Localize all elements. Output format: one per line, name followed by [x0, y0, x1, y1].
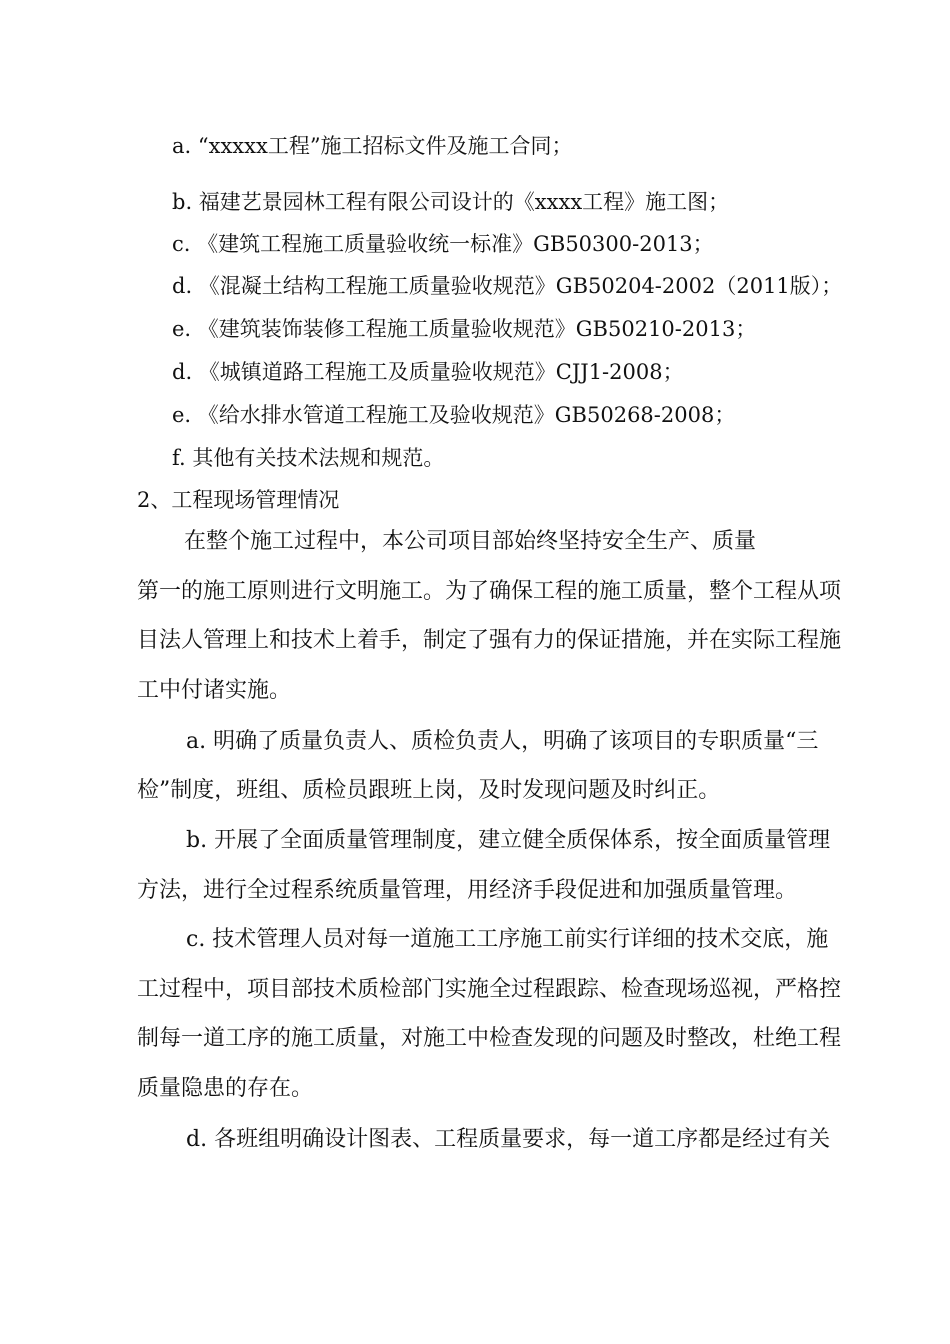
paragraph-line: 质量隐患的存在。 [137, 1076, 314, 1101]
paragraph-line: 工过程中，项目部技术质检部门实施全过程跟踪、检查现场巡视，严格控 [137, 977, 842, 1002]
paragraph-line: b. 开展了全面质量管理制度，建立健全质保体系，按全面质量管理 [186, 828, 831, 853]
paragraph-line: a. 明确了质量负责人、质检负责人，明确了该项目的专职质量“三 [186, 729, 819, 754]
list-item: c. 《建筑工程施工质量验收统一标准》GB50300-2013； [172, 232, 714, 256]
list-item: e. 《建筑装饰装修工程施工质量验收规范》GB50210-2013； [172, 317, 757, 341]
paragraph-line: 第一的施工原则进行文明施工。为了确保工程的施工质量，整个工程从项 [137, 579, 842, 604]
list-item: a. “xxxxx工程”施工招标文件及施工合同； [172, 134, 573, 158]
list-item: d. 《城镇道路工程施工及质量验收规范》CJJ1-2008； [172, 360, 684, 384]
paragraph-line: d. 各班组明确设计图表、工程质量要求，每一道工序都是经过有关 [186, 1127, 831, 1152]
paragraph-line: 检”制度，班组、质检员跟班上岗，及时发现问题及时纠正。 [137, 778, 721, 803]
list-item: f. 其他有关技术法规和规范。 [172, 446, 445, 470]
paragraph-line: 目法人管理上和技术上着手，制定了强有力的保证措施，并在实际工程施 [137, 628, 842, 653]
paragraph-line: 工中付诸实施。 [137, 678, 292, 703]
paragraph-line: 在整个施工过程中，本公司项目部始终坚持安全生产、质量 [184, 529, 757, 554]
list-item: d. 《混凝土结构工程施工质量验收规范》GB50204-2002（2011版）； [172, 274, 843, 298]
paragraph-line: 方法，进行全过程系统质量管理，用经济手段促进和加强质量管理。 [137, 878, 798, 903]
paragraph-line: c. 技术管理人员对每一道施工工序施工前实行详细的技术交底，施 [186, 927, 829, 952]
list-item: e. 《给水排水管道工程施工及验收规范》GB50268-2008； [172, 403, 736, 427]
paragraph-line: 制每一道工序的施工质量，对施工中检查发现的问题及时整改，杜绝工程 [137, 1026, 842, 1051]
list-item: b. 福建艺景园林工程有限公司设计的《xxxx工程》施工图； [172, 190, 730, 214]
section-heading: 2、工程现场管理情况 [137, 488, 340, 512]
